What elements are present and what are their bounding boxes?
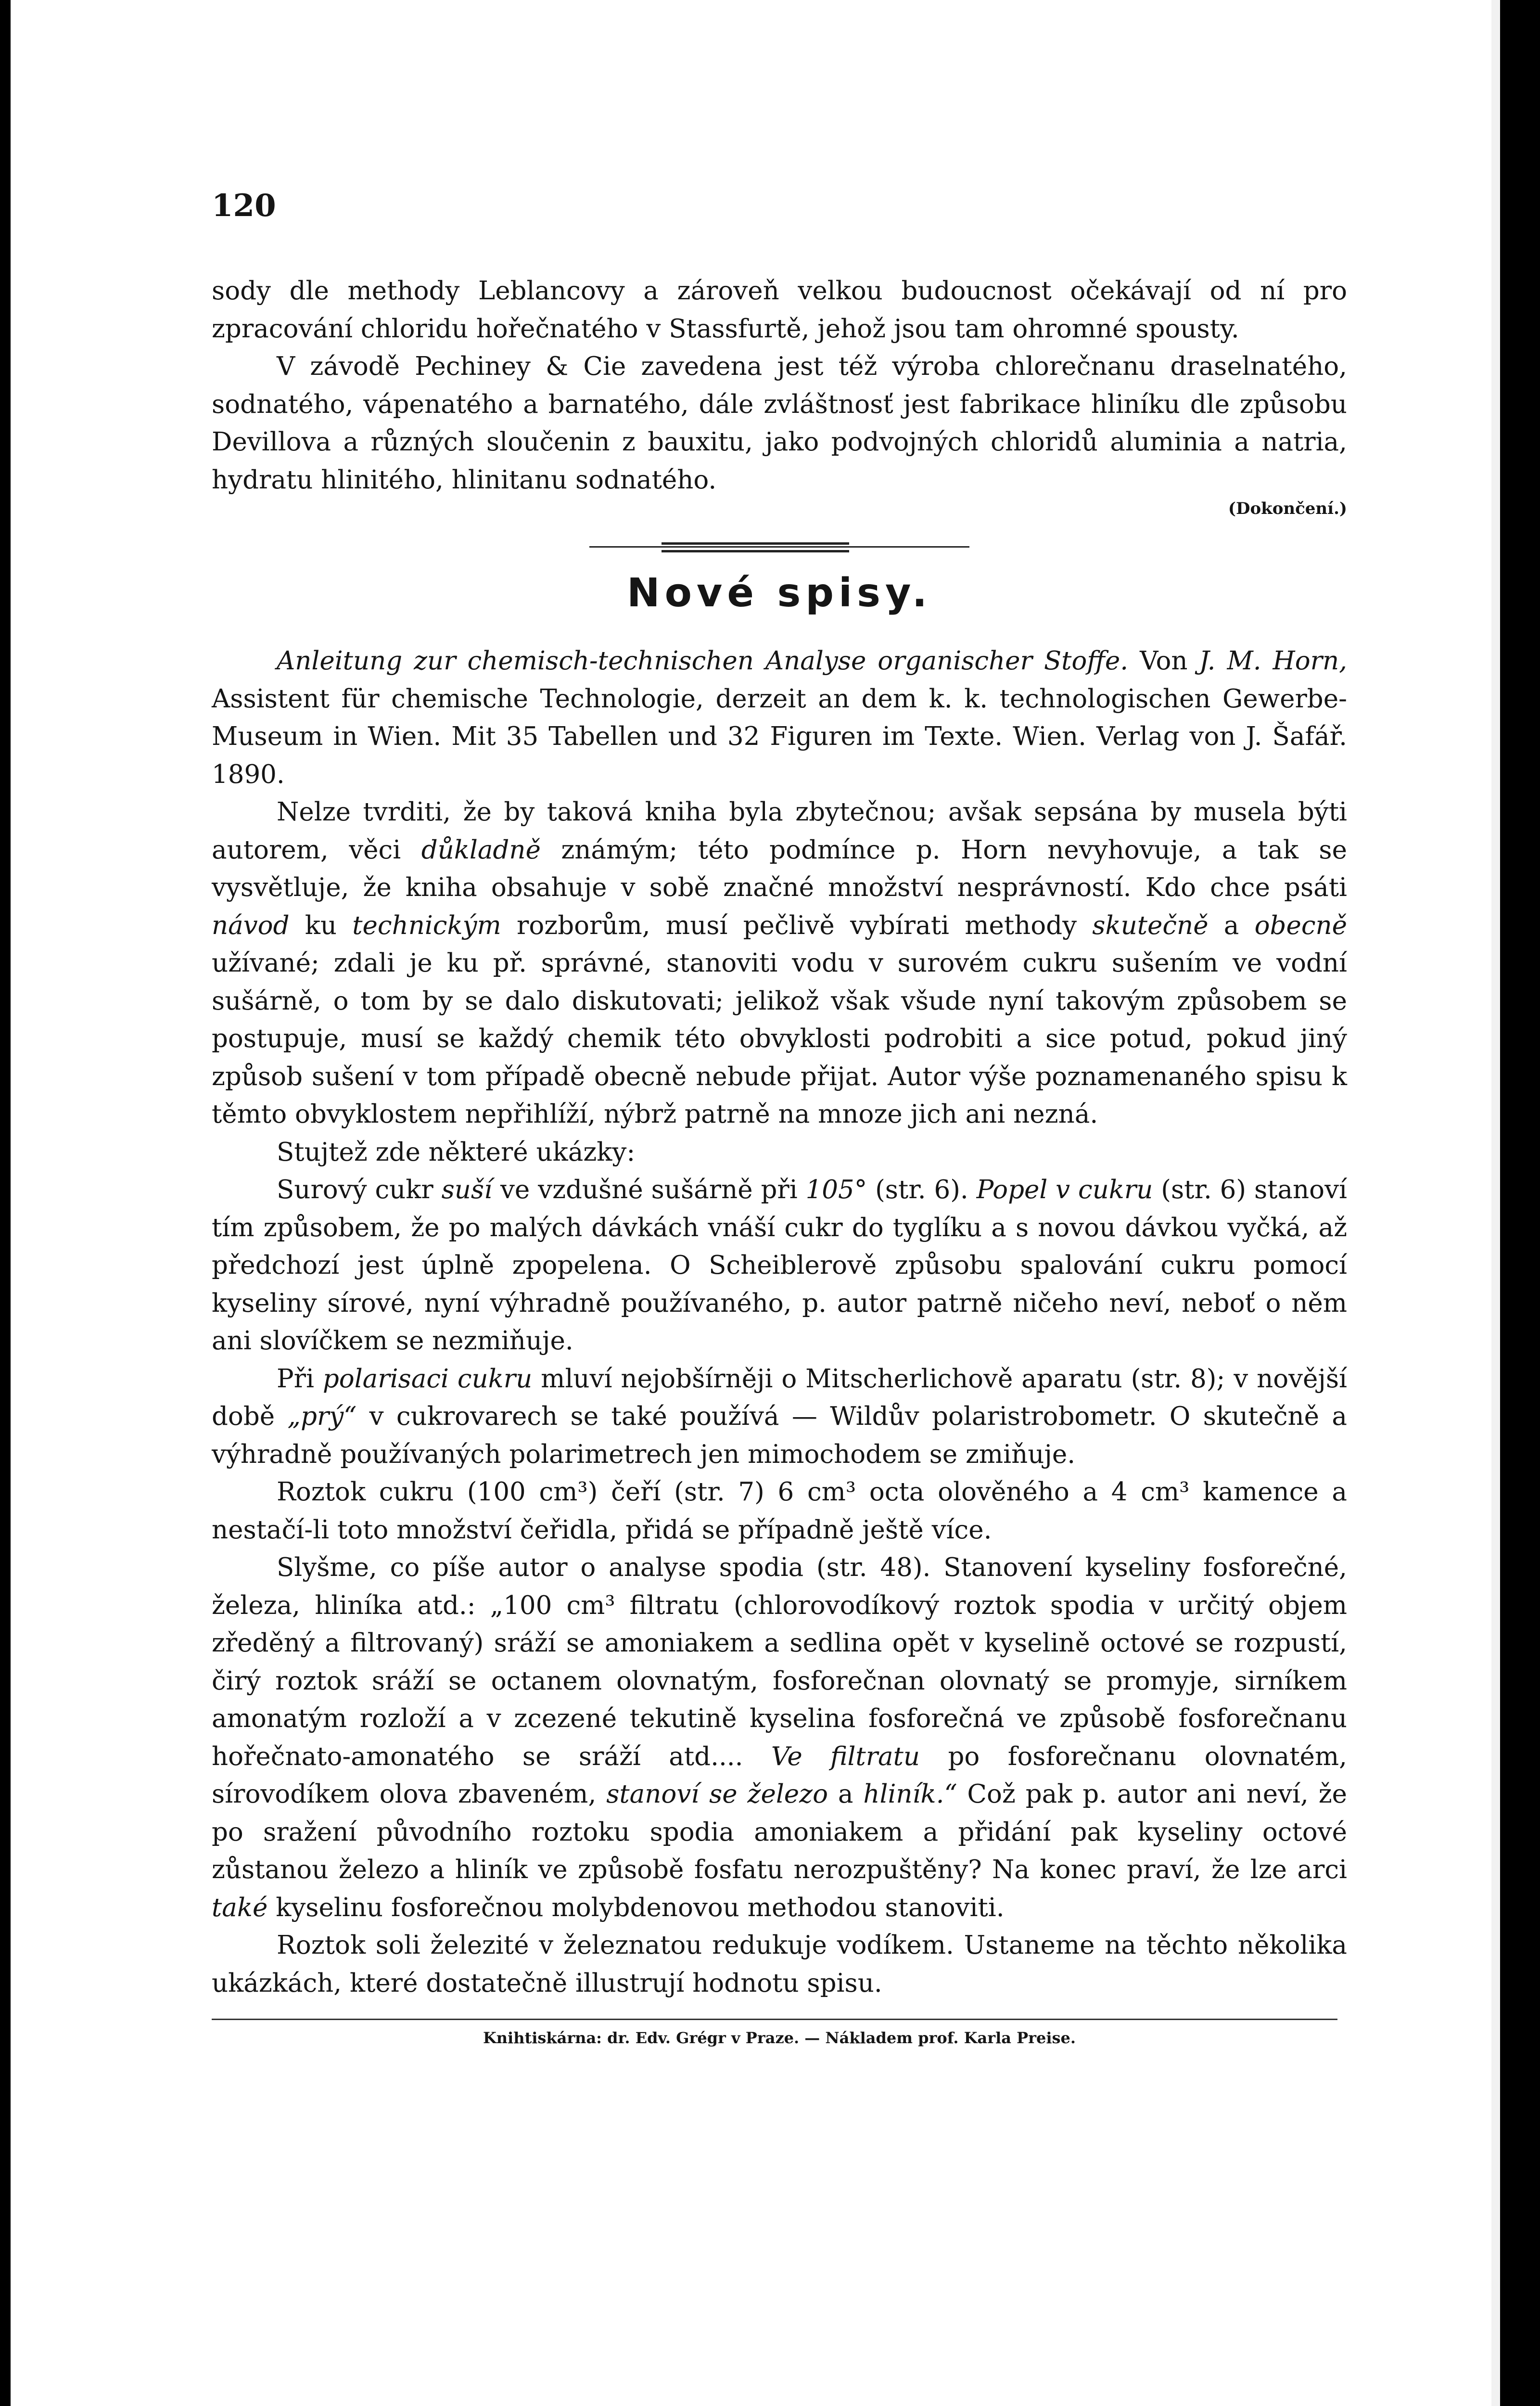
section-title: Nové spisy.: [626, 570, 932, 616]
text-run: Nelze tvrditi, že by taková kniha byla zbytečnou; avšak sepsána by musela býti autorem, věci: [212, 797, 1347, 865]
emphasis: Popel v cukru: [976, 1175, 1153, 1204]
divider-thin-line: [589, 546, 969, 548]
book-title: Anleitung zur chemisch-technischen Analyse organischer Stoffe.: [277, 646, 1129, 676]
text-run: Při: [277, 1364, 323, 1394]
book-details: Assistent für chemische Technologie, derzeit an dem k. k. technologischen Gewerbe-Museum in Wien. Mit 35 Tabellen und 32 Figuren im Texte. Wien. Verlag von J. Šafář. 1890.: [212, 684, 1347, 789]
emphasis: polarisaci cukru: [322, 1364, 533, 1394]
page-number: 120: [212, 188, 276, 224]
emphasis: návod: [212, 910, 290, 940]
emphasis: důkladně: [421, 835, 541, 865]
emphasis: hliník.“: [863, 1779, 957, 1809]
text-run: kyselinu fosforečnou molybdenovou methodou stanoviti.: [267, 1893, 1005, 1922]
emphasis: také: [212, 1893, 268, 1922]
scan-edge-right-gap: [1491, 0, 1500, 2406]
review-paragraph-3: [212, 1171, 1347, 1360]
emphasis: 105°: [805, 1175, 867, 1204]
paragraph-2: V závodě Pechiney & Cie zavedena jest též výroba chlorečnanu draselnatého, sodnatého, vápenatého a barnatého, dále zvláštnosť jest fabrikace hliníku dle způsobu Devillova a různých sloučenin z bauxitu, jako podvojných chloridů aluminia a natria, hydratu hlinitého, hlinitanu sodnatého.: [212, 352, 1347, 495]
footer-rule: [212, 2019, 1337, 2020]
emphasis: suší: [441, 1175, 493, 1204]
divider-thick-line: [662, 550, 849, 552]
emphasis: stanoví se železo: [606, 1779, 828, 1809]
emphasis: „prý“: [287, 1402, 357, 1431]
review-paragraph-7: Roztok soli železité v železnatou redukuje vodíkem. Ustaneme na těchto několika ukázkách, které dostatečně illustrují hodnotu spisu.: [212, 1931, 1347, 1998]
review-paragraph-2: Stujtež zde některé ukázky:: [277, 1137, 636, 1167]
text-run: užívané; zdali je ku př. správné, stanoviti vodu v surovém cukru sušením ve vodní sušárně, o tom by se dalo diskutovati; jelikož však všude nyní takovým způsobem se postupuje, musí se každý chemik této obvyklosti podrobiti a sice potud, pokud jiný způsob sušení v tom případě obecně nebude přijat. Autor výše poznamenaného spisu k těmto obvyklostem nepřihlíží, nýbrž patrně na mnoze jich ani nezná.: [212, 948, 1347, 1129]
divider-ornament: [589, 538, 969, 555]
text-run: Surový cukr: [277, 1175, 442, 1204]
scan-edge-right: [1500, 0, 1540, 2406]
review-paragraph-5: Roztok cukru (100 cm³) čeří (str. 7) 6 cm³ octa olověného a 4 cm³ kamence a nestačí-li toto množství čeřidla, přidá se případně ještě více.: [212, 1477, 1347, 1545]
text-run: známým; této podmínce p. Horn nevyhovuje, a tak se vysvětluje, že kniha obsahuje v sobě značné množství nesprávností. Kdo chce psáti: [212, 835, 1347, 902]
review-paragraph-4: [212, 1360, 1347, 1474]
text-run: a: [827, 1779, 864, 1809]
text-run: (str. 6).: [867, 1175, 977, 1204]
book-author: J. M. Horn,: [1199, 646, 1347, 676]
text-run: v cukrovarech se také používá — Wildův polaristrobometr. O skutečně a výhradně používaných polarimetrech jen mimochodem se zmiňuje.: [212, 1402, 1347, 1469]
text-run: mluví nejobšírněji o Mitscherlichově aparatu (str. 8); v novější době: [212, 1364, 1348, 1431]
end-note: (Dokončení.): [1228, 499, 1347, 518]
text-run: Slyšme, co píše autor o analyse spodia (str. 48). Stanovení kyseliny fosforečné, železa, hliníka atd.: „100 cm³ filtratu (chlorovodíkový roztok spodia v určitý objem zředěný a filtrovaný) sráží se amoniakem a sedlina opět v kyselině octové se rozpustí, čirý roztok sráží se octanem olovnatým, fosforečnan olovnatý se promyje, sirníkem amonatým rozloží a v zcezené tekutině kyselina fosforečná ve způsobě fosforečnanu hořečnato-amonatého se sráží atd....: [212, 1553, 1347, 1771]
emphasis: skutečně: [1092, 910, 1209, 940]
text-run: ve vzdušné sušárně při: [492, 1175, 806, 1204]
book-by: Von: [1140, 646, 1188, 676]
text-run: (str. 6) stanoví tím způsobem, že po malých dávkách vnáší cukr do tyglíku a s novou dávkou vyčká, až předchozí jest úplně zpopelena. O Scheiblerově způsobu spalování cukru pomocí kyseliny sírové, nyní výhradně používaného, p. autor patrně ničeho neví, neboť o něm ani slovíčkem se nezmiňuje.: [212, 1175, 1347, 1356]
text-run: po fosforečnanu olovnatém, sírovodíkem olova zbaveném,: [212, 1741, 1347, 1809]
book-entry: [212, 642, 1347, 793]
text-run: a: [1208, 910, 1255, 940]
review-paragraph-1: [212, 793, 1347, 1134]
review-paragraph-6: [212, 1549, 1347, 1927]
text-run: ku: [289, 910, 353, 940]
scan-edge-left: [0, 0, 11, 2406]
divider-thick-line: [662, 542, 849, 545]
emphasis: technickým: [352, 910, 501, 940]
text-run: Což pak p. autor ani neví, že po sražení původního roztoku spodia amoniakem a přidání pak kyseliny octové zůstanou železo a hliník ve způsobě fosfatu nerozpuštěny? Na konec praví, že lze arci: [212, 1779, 1348, 1884]
paragraph-1: sody dle methody Leblancovy a zároveň velkou budoucnost očekávají od ní pro zpracování chloridu hořečnatého v Stassfurtě, jehož jsou tam ohromné spousty.: [212, 276, 1347, 344]
emphasis: Ve filtratu: [771, 1741, 920, 1771]
page-body: [212, 183, 1347, 2050]
text-run: rozborům, musí pečlivě vybírati methody: [501, 910, 1093, 940]
emphasis: obecně: [1254, 910, 1348, 940]
printer-footer: Knihtiskárna: dr. Edv. Grégr v Praze. — Nákladem prof. Karla Preise.: [483, 2029, 1076, 2047]
